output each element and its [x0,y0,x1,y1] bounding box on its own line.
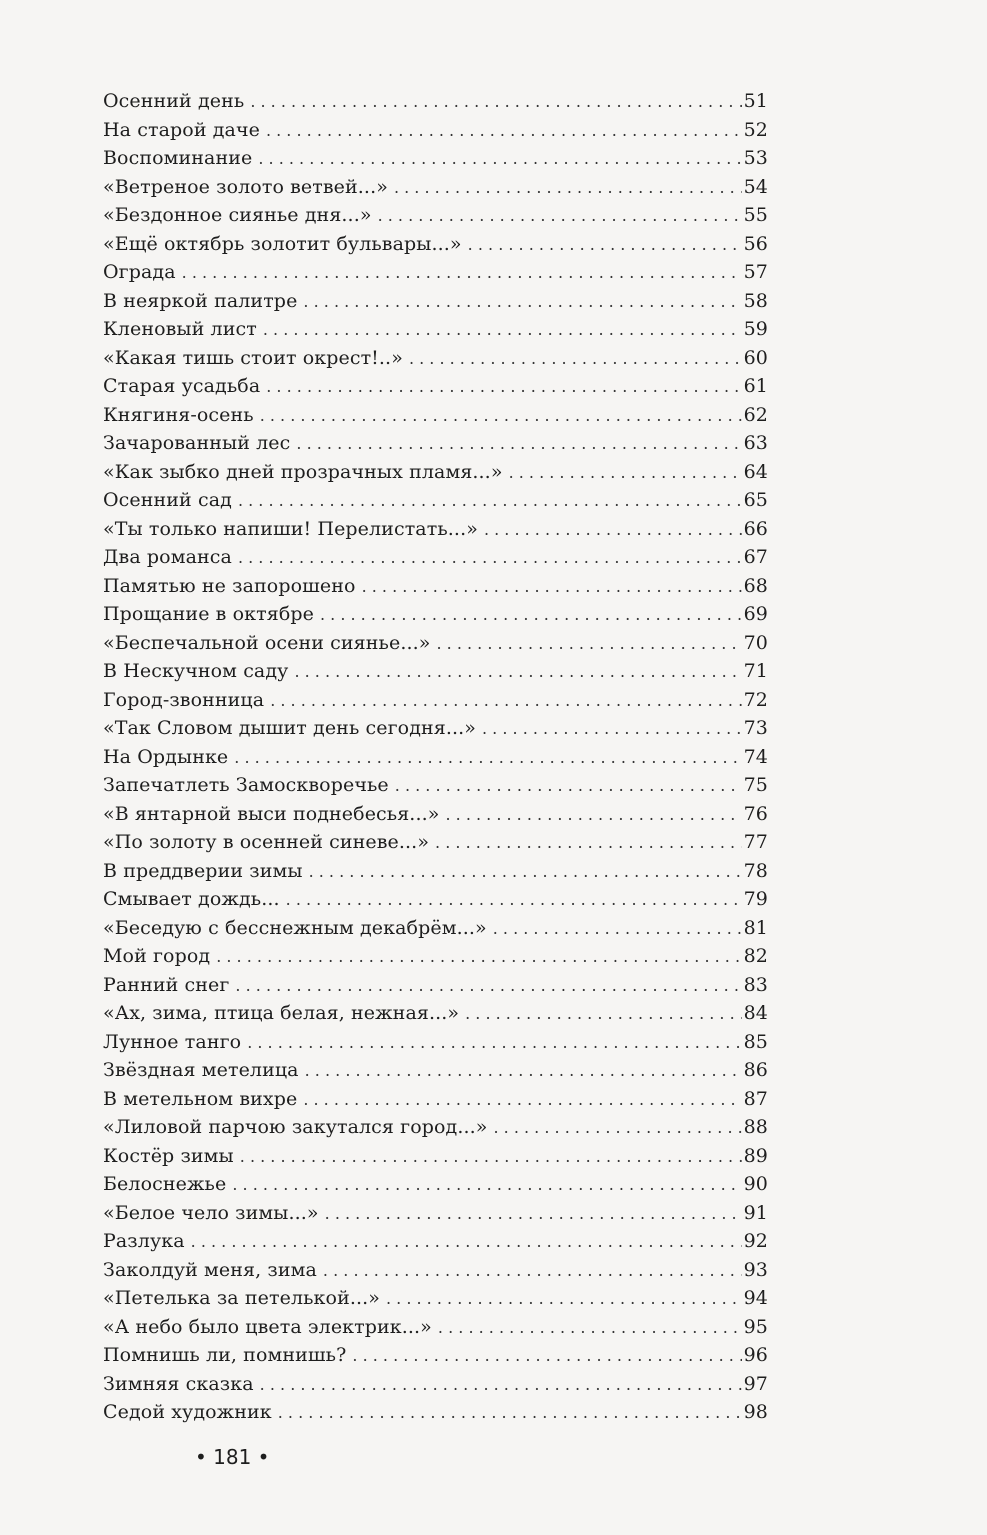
toc-entry-title: «Ещё октябрь золотит бульвары...» [103,232,462,255]
toc-entry [103,743,768,772]
dot-leader [493,1114,741,1143]
toc-entry-title: Осенний день [103,90,245,112]
toc-entry-title: Город-звонница [103,688,265,711]
toc-entry-title: Мой город [103,945,211,967]
toc-entry-title: «А небо было цвета электрик...» [103,1315,432,1338]
dot-leader [270,687,741,716]
dot-leader [409,345,742,374]
dot-leader [436,630,741,659]
toc-entry-title: «Так Словом дышит день сегодня...» [103,717,476,739]
dot-leader [296,430,741,459]
toc-entry-page: 59 [743,318,768,340]
toc-entry-title: «Лиловой парчою закутался город...» [103,1116,488,1138]
dot-leader [482,715,742,744]
toc-entry [103,515,768,544]
dot-leader [191,1228,742,1257]
toc-entry [103,1085,768,1114]
toc-entry-page: 96 [743,1344,768,1366]
toc-entry-title: Звёздная метелица [103,1059,299,1081]
toc-entry-page: 90 [743,1173,768,1195]
toc-entry [103,1284,768,1313]
toc-entry [103,543,768,572]
toc-entry-page: 84 [743,1002,768,1024]
toc-entry-page: 67 [743,546,768,568]
toc-entry [103,1313,768,1342]
toc-entry-title: Костёр зимы [103,1144,234,1167]
toc-entry [103,258,768,287]
toc-entry-title: «Ветреное золото ветвей...» [103,175,388,198]
dot-leader [260,402,742,431]
toc-entry-title: «В янтарной выси поднебесья...» [103,802,440,825]
dot-leader [250,88,741,117]
dot-leader [286,886,742,915]
toc-entry [103,1256,768,1285]
toc-entry-page: 73 [743,717,768,739]
toc-entry-title: Белоснежье [103,1173,227,1195]
toc-entry [103,1142,768,1171]
toc-entry-title: «Как зыбко дней прозрачных пламя...» [103,460,503,483]
toc-entry-page: 71 [743,660,768,682]
dot-leader [435,829,742,858]
toc-entry [103,828,768,857]
dot-leader [238,544,742,573]
dot-leader [386,1285,742,1314]
toc-entry-title: Помнишь ли, помнишь? [103,1344,347,1366]
toc-entry-title: Ограда [103,261,176,283]
dot-leader [278,1399,742,1428]
dot-leader [266,117,742,146]
toc-entry [103,999,768,1028]
toc-entry-page: 87 [743,1087,768,1110]
toc-entry [103,1170,768,1199]
toc-entry-page: 54 [743,175,768,198]
toc-entry-title: Княгиня-осень [103,403,254,426]
toc-entry [103,173,768,202]
dot-leader [258,145,741,174]
dot-leader [484,516,742,545]
toc-entry-page: 61 [743,375,768,397]
toc-entry-page: 79 [743,888,768,910]
toc-entry-title: Кленовый лист [103,318,257,340]
toc-entry [103,1370,768,1399]
toc-entry-title: «Бездонное сиянье дня...» [103,204,372,226]
toc-entry-title: Зимняя сказка [103,1372,254,1395]
toc-entry-page: 70 [743,631,768,654]
dot-leader [378,202,742,231]
dot-leader [247,1029,741,1058]
toc-entry [103,87,768,116]
toc-entry-page: 52 [743,118,768,141]
toc-entry [103,971,768,1000]
toc-entry-page: 92 [743,1230,768,1252]
dot-leader [305,1057,742,1086]
toc-entry [103,629,768,658]
dot-leader [263,316,742,345]
toc-entry-page: 77 [743,831,768,853]
toc-entry-title: Седой художник [103,1401,272,1423]
dot-leader [232,1171,741,1200]
toc-entry-title: В неяркой палитре [103,289,298,312]
dot-leader [323,1257,742,1286]
dot-leader [394,174,742,203]
toc-entry-title: Два романса [103,546,232,568]
dot-leader [240,1143,742,1172]
toc-entry-page: 98 [743,1401,768,1423]
toc-entry-title: На Ордынке [103,745,229,768]
toc-entry-page: 88 [743,1116,768,1138]
toc-entry [103,201,768,230]
dot-leader [352,1342,741,1371]
dot-leader [234,744,741,773]
toc-entry-page: 65 [743,489,768,511]
dot-leader [362,573,742,602]
toc-entry [103,1341,768,1370]
toc-entry [103,1056,768,1085]
dot-leader [238,487,742,516]
toc-entry-page: 93 [743,1258,768,1281]
toc-entry-title: Лунное танго [103,1030,242,1053]
dot-leader [303,288,741,317]
toc-entry-page: 72 [743,688,768,711]
toc-entry-title: В Нескучном саду [103,660,289,682]
toc-entry-title: На старой даче [103,118,260,141]
dot-leader [493,915,742,944]
toc-entry-page: 86 [743,1059,768,1081]
dot-leader [465,1000,742,1029]
toc-entry-page: 63 [743,432,768,454]
toc-entry-page: 51 [743,90,768,112]
toc-entry-page: 89 [743,1144,768,1167]
toc-entry-page: 74 [743,745,768,768]
toc-entry-title: В преддверии зимы [103,859,303,882]
toc-entry-page: 83 [743,973,768,996]
toc-entry-title: «Петелька за петелькой...» [103,1287,380,1309]
toc-entry-page: 69 [743,603,768,625]
toc-entry [103,1028,768,1057]
toc-entry-title: Заколдуй меня, зима [103,1258,317,1281]
dot-leader [266,373,741,402]
toc-entry-title: Ранний снег [103,973,230,996]
dot-leader [509,459,742,488]
dot-leader [445,801,741,830]
toc-entry-title: Осенний сад [103,489,232,511]
toc-entry-title: «Ты только напиши! Перелистать...» [103,517,478,540]
toc-entry [103,486,768,515]
dot-leader [182,259,742,288]
toc-entry [103,657,768,686]
dot-leader [235,972,741,1001]
toc-entry [103,230,768,259]
toc-entry [103,1113,768,1142]
toc-entry-page: 85 [743,1030,768,1053]
toc-entry-page: 82 [743,945,768,967]
toc-entry [103,372,768,401]
toc-entry [103,344,768,373]
toc-entry-page: 64 [743,460,768,483]
toc-entry-title: Старая усадьба [103,375,261,397]
toc-entry-page: 57 [743,261,768,283]
dot-leader [438,1314,742,1343]
dot-leader [260,1371,742,1400]
dot-leader [303,1086,741,1115]
toc-entry-page: 62 [743,403,768,426]
toc-entry-page: 56 [743,232,768,255]
dot-leader [320,601,742,630]
dot-leader [294,658,741,687]
toc-entry [103,144,768,173]
toc-entry [103,1398,768,1427]
table-of-contents [103,87,768,1427]
toc-entry [103,315,768,344]
toc-entry-title: Памятью не запорошено [103,574,356,597]
toc-entry-page: 81 [743,916,768,939]
toc-entry [103,885,768,914]
toc-entry [103,857,768,886]
dot-leader [468,231,742,260]
toc-entry-page: 91 [743,1201,768,1224]
toc-entry-page: 60 [743,346,768,369]
toc-entry [103,686,768,715]
toc-entry-title: Разлука [103,1230,185,1252]
toc-entry-page: 97 [743,1372,768,1395]
toc-entry-title: В метельном вихре [103,1087,298,1110]
toc-entry [103,287,768,316]
toc-entry-title: «Ах, зима, птица белая, нежная...» [103,1002,460,1024]
toc-entry-title: Прощание в октябре [103,603,314,625]
toc-entry-page: 68 [743,574,768,597]
toc-entry [103,600,768,629]
dot-leader [216,943,741,972]
toc-entry [103,1199,768,1228]
toc-entry [103,914,768,943]
toc-entry-page: 53 [743,147,768,169]
toc-entry-title: «Беседую с бесснежным декабрём...» [103,916,487,939]
toc-entry-page: 66 [743,517,768,540]
toc-entry [103,401,768,430]
toc-entry-title: «По золоту в осенней синеве...» [103,831,430,853]
toc-entry-title: «Какая тишь стоит окрест!..» [103,346,403,369]
toc-entry [103,942,768,971]
dot-leader [395,772,742,801]
toc-entry-title: «Беспечальной осени сиянье...» [103,631,431,654]
dot-leader [325,1200,742,1229]
toc-entry [103,771,768,800]
toc-entry-page: 78 [743,859,768,882]
toc-entry [103,458,768,487]
toc-entry [103,429,768,458]
toc-entry-page: 76 [743,802,768,825]
toc-entry-page: 55 [743,204,768,226]
toc-entry-title: Воспоминание [103,147,253,169]
page-number: • 181 • [195,1445,270,1469]
toc-entry-title: Смывает дождь... [103,888,280,910]
toc-entry [103,572,768,601]
toc-entry-page: 94 [743,1287,768,1309]
toc-entry [103,116,768,145]
toc-entry [103,714,768,743]
toc-entry-page: 58 [743,289,768,312]
toc-entry [103,800,768,829]
toc-entry-title: Запечатлеть Замоскворечье [103,774,389,796]
toc-entry-page: 75 [743,774,768,796]
dot-leader [309,858,742,887]
toc-entry-title: Зачарованный лес [103,432,291,454]
toc-entry-title: «Белое чело зимы...» [103,1201,319,1224]
toc-entry-page: 95 [743,1315,768,1338]
toc-entry [103,1227,768,1256]
